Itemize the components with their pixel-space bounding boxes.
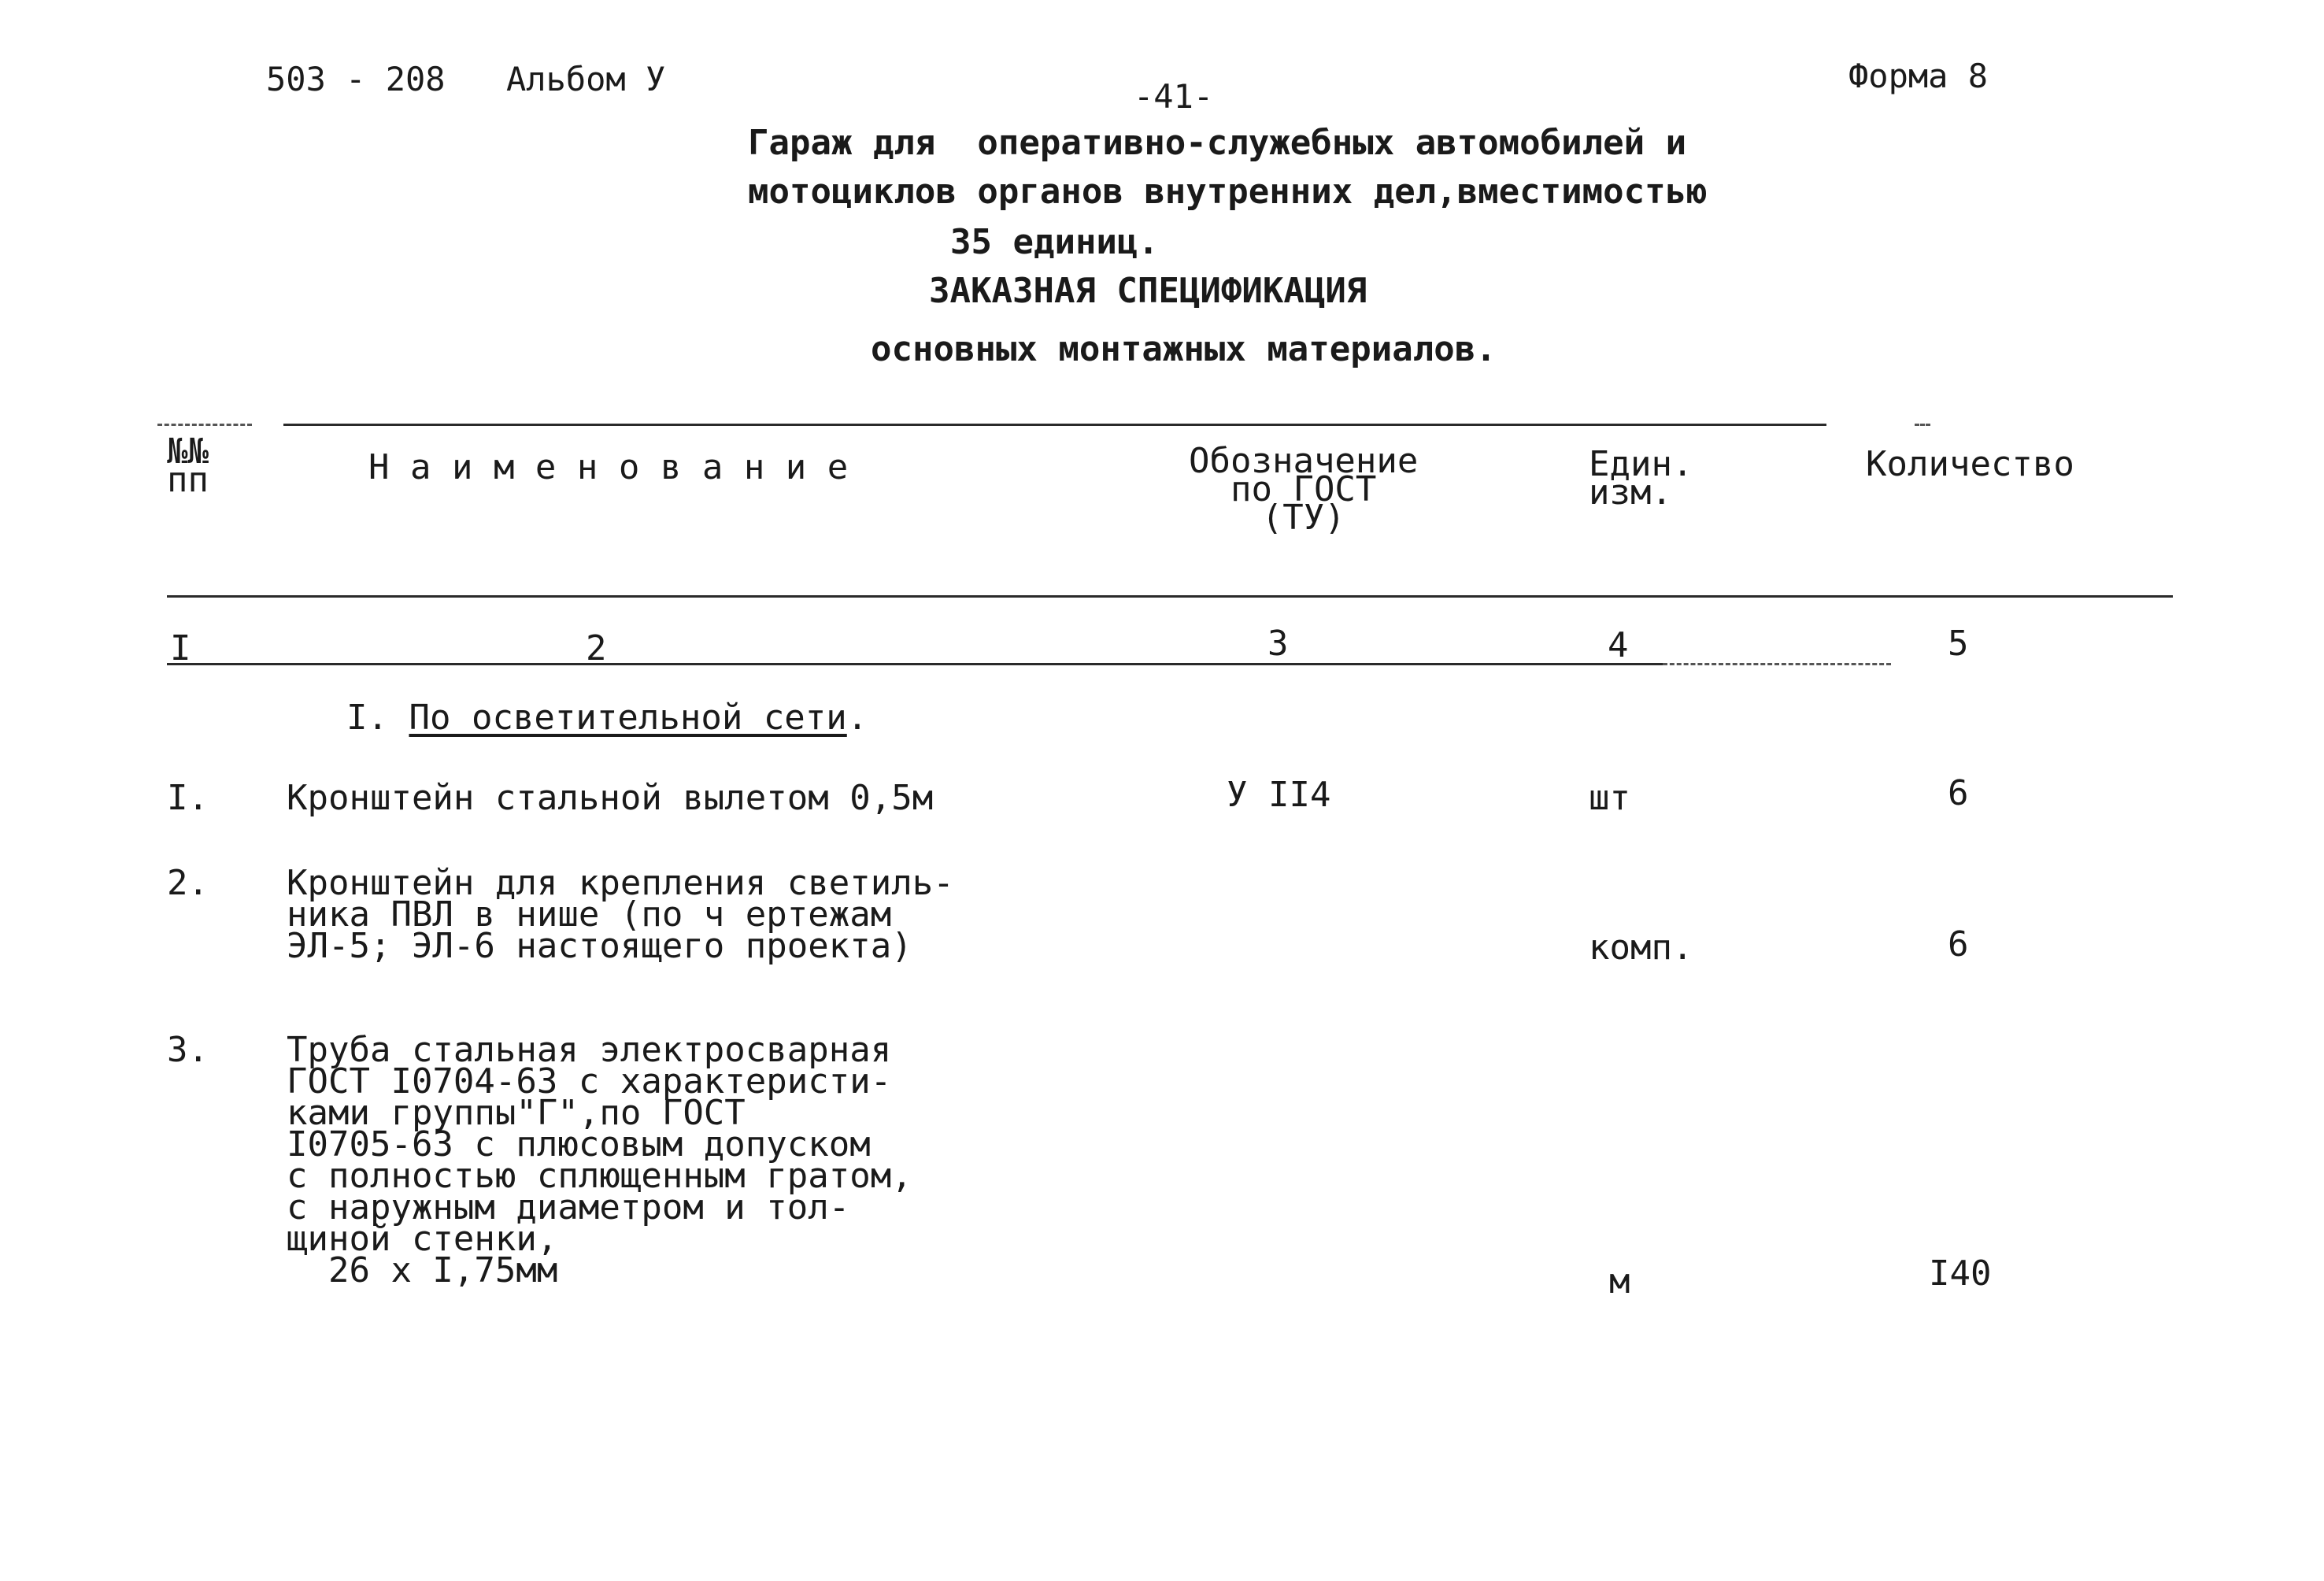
- header-qty: Количество: [1866, 444, 2074, 484]
- section-heading: [346, 698, 868, 738]
- row-qty: I40: [1929, 1253, 1992, 1294]
- spec-title: ЗАКАЗНАЯ СПЕЦИФИКАЦИЯ: [929, 271, 1367, 311]
- header-gost: Обозначение по ГОСТ (ТУ): [1189, 441, 1419, 538]
- row-gost: У II4: [1227, 775, 1331, 815]
- col-number-3: 3: [1267, 624, 1289, 664]
- header-num: №№ пп: [167, 431, 209, 500]
- table-top-rule-left: [157, 424, 252, 426]
- spec-subtitle: основных монтажных материалов.: [871, 329, 1497, 369]
- row-name: Кронштейн для крепления светиль- ника ПВЛ в нише (по ч ертежам ЭЛ-5; ЭЛ-6 настоящего проекта): [287, 863, 954, 966]
- row-name: Труба стальная электросварная ГОСТ I0704-63 с характеристи- ками группы"Г",по ГОСТ I0705-63 с плюсовым допуском с полностью сплющенным гратом, с наружным диаметром и тол- щиной стенки, 26 х I,75мм: [287, 1030, 912, 1290]
- title-line-2: мотоциклов органов внутренних дел,вместимостью: [748, 172, 1708, 212]
- row-unit: комп.: [1589, 927, 1693, 968]
- col-number-rule-tail: [1663, 663, 1891, 665]
- row-unit: шт: [1589, 778, 1630, 818]
- header-name: Н а и м е н о в а н и е: [368, 447, 849, 487]
- title-line-1: Гараж для оперативно-служебных автомобилей и: [748, 123, 1687, 163]
- section-title: По осветительной сети: [409, 698, 847, 738]
- header-unit: Един. изм.: [1589, 444, 1693, 513]
- header-bottom-rule: [167, 595, 2173, 598]
- document-code: 503 - 208: [266, 60, 446, 98]
- form-label: Форма 8: [1848, 57, 1989, 95]
- col-number-rule: [167, 663, 1663, 665]
- col-number-4: 4: [1608, 625, 1629, 665]
- album-label: Альбом У: [506, 60, 666, 98]
- row-num: 2.: [167, 863, 209, 903]
- col-number-5: 5: [1948, 624, 1969, 664]
- row-num: 3.: [167, 1030, 209, 1070]
- page-number: -41-: [1134, 77, 1214, 116]
- row-name: Кронштейн стальной вылетом 0,5м: [287, 778, 934, 818]
- col-number-1: I: [170, 628, 191, 668]
- row-unit: м: [1609, 1261, 1630, 1301]
- table-top-rule: [283, 424, 1826, 426]
- row-num: I.: [167, 778, 209, 818]
- title-line-3: 35 единиц.: [950, 222, 1159, 262]
- section-end: .: [846, 698, 868, 738]
- row-qty: 6: [1948, 773, 1969, 813]
- table-top-rule-right: [1915, 424, 1930, 426]
- row-qty: 6: [1948, 924, 1969, 965]
- col-number-2: 2: [586, 628, 607, 668]
- section-number: I.: [346, 698, 409, 738]
